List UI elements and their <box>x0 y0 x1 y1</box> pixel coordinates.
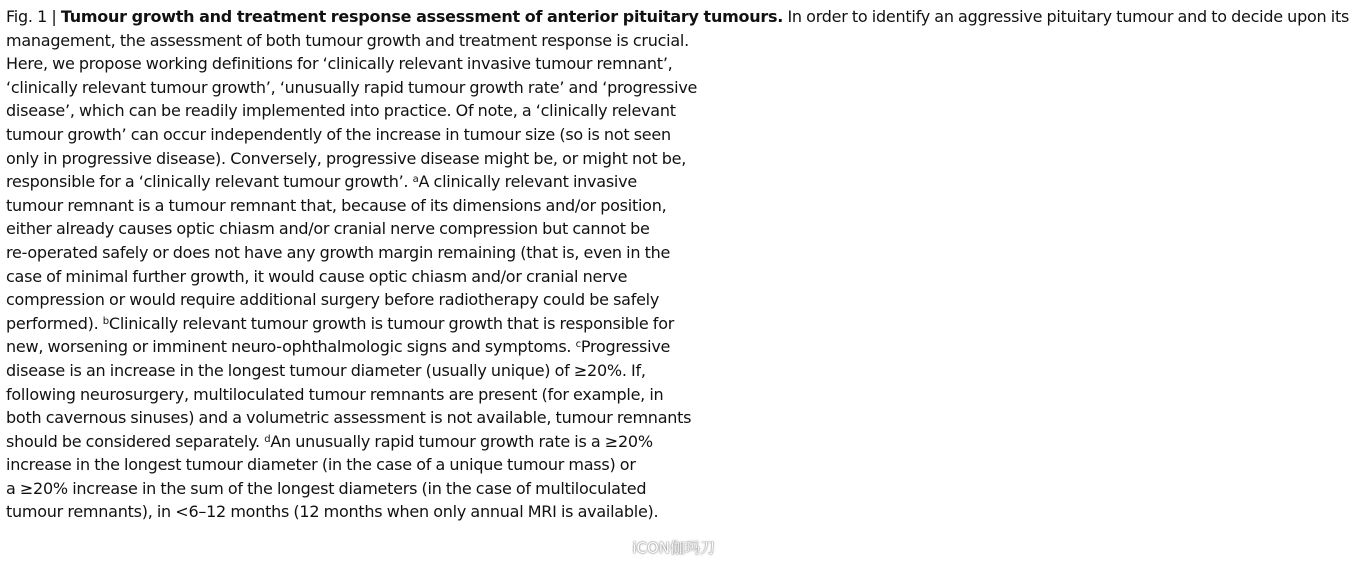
caption-line-22: tumour remnants), in <6–12 months (12 months when only annual MRI is available). <box>6 502 659 522</box>
caption-text: new, worsening or imminent neuro-ophthalmologic signs and symptoms. <box>6 337 576 357</box>
caption-line-7: only in progressive disease). Conversely, progressive disease might be, or might not be, <box>6 148 687 168</box>
caption-line-14 <box>6 312 726 336</box>
caption-text: responsible for a ‘clinically relevant tumour growth’. <box>6 172 413 192</box>
figure-title: Tumour growth and treatment response assessment of anterior pituitary tumours. <box>60 7 784 26</box>
footnote-mark-c: c <box>575 339 581 351</box>
caption-line-9: tumour remnant is a tumour remnant that, because of its dimensions and/or position, <box>6 195 667 215</box>
caption-line-19 <box>6 430 726 454</box>
caption-text: performed). <box>6 313 103 333</box>
caption-line-15 <box>6 335 726 359</box>
figure-caption <box>6 5 1349 524</box>
caption-line-21: a ≥20% increase in the sum of the longest diameters (in the case of multiloculated <box>6 478 647 498</box>
footnote-mark-a: a <box>412 174 419 186</box>
caption-line-2: management, the assessment of both tumour growth and treatment response is crucial. <box>6 30 689 50</box>
caption-text: Clinically relevant tumour growth is tumour growth that is responsible for <box>108 313 675 333</box>
footnote-mark-b: b <box>102 315 109 327</box>
footnote-mark-d: d <box>264 433 271 445</box>
caption-line-16: disease is an increase in the longest tumour diameter (usually unique) of ≥20%. If, <box>6 360 646 380</box>
caption-line-10: either already causes optic chiasm and/or cranial nerve compression but cannot be <box>6 219 650 239</box>
caption-text: In order to identify an aggressive pituitary tumour and to decide upon its <box>783 7 1349 26</box>
caption-text: should be considered separately. <box>6 431 265 451</box>
caption-line-8 <box>6 170 726 194</box>
caption-line-13: compression or would require additional surgery before radiotherapy could be safely <box>6 290 660 310</box>
caption-line-17: following neurosurgery, multiloculated tumour remnants are present (for example, in <box>6 384 664 404</box>
caption-line-11: re-operated safely or does not have any growth margin remaining (that is, even in the <box>6 242 671 262</box>
caption-line-1 <box>6 5 1349 29</box>
watermark <box>610 537 715 558</box>
caption-line-6: tumour growth’ can occur independently of the increase in tumour size (so is not seen <box>6 124 671 144</box>
figure-label: Fig. 1 | <box>6 7 61 26</box>
watermark-text: iCON伽玛刀 <box>632 539 715 557</box>
caption-line-3: Here, we propose working definitions for ‘clinically relevant invasive tumour remnant’, <box>6 54 673 74</box>
caption-line-5: disease’, which can be readily implemented into practice. Of note, a ‘clinically relevant <box>6 101 676 121</box>
caption-text: Progressive <box>580 337 671 357</box>
caption-line-18: both cavernous sinuses) and a volumetric assessment is not available, tumour remnants <box>6 408 692 428</box>
caption-line-4: ‘clinically relevant tumour growth’, ‘unusually rapid tumour growth rate’ and ‘progressive <box>6 77 698 97</box>
caption-line-12: case of minimal further growth, it would cause optic chiasm and/or cranial nerve <box>6 266 628 286</box>
caption-line-20: increase in the longest tumour diameter (in the case of a unique tumour mass) or <box>6 455 636 475</box>
caption-text: An unusually rapid tumour growth rate is a ≥20% <box>270 431 653 451</box>
wechat-icon <box>610 541 628 555</box>
caption-text: A clinically relevant invasive <box>418 172 637 192</box>
